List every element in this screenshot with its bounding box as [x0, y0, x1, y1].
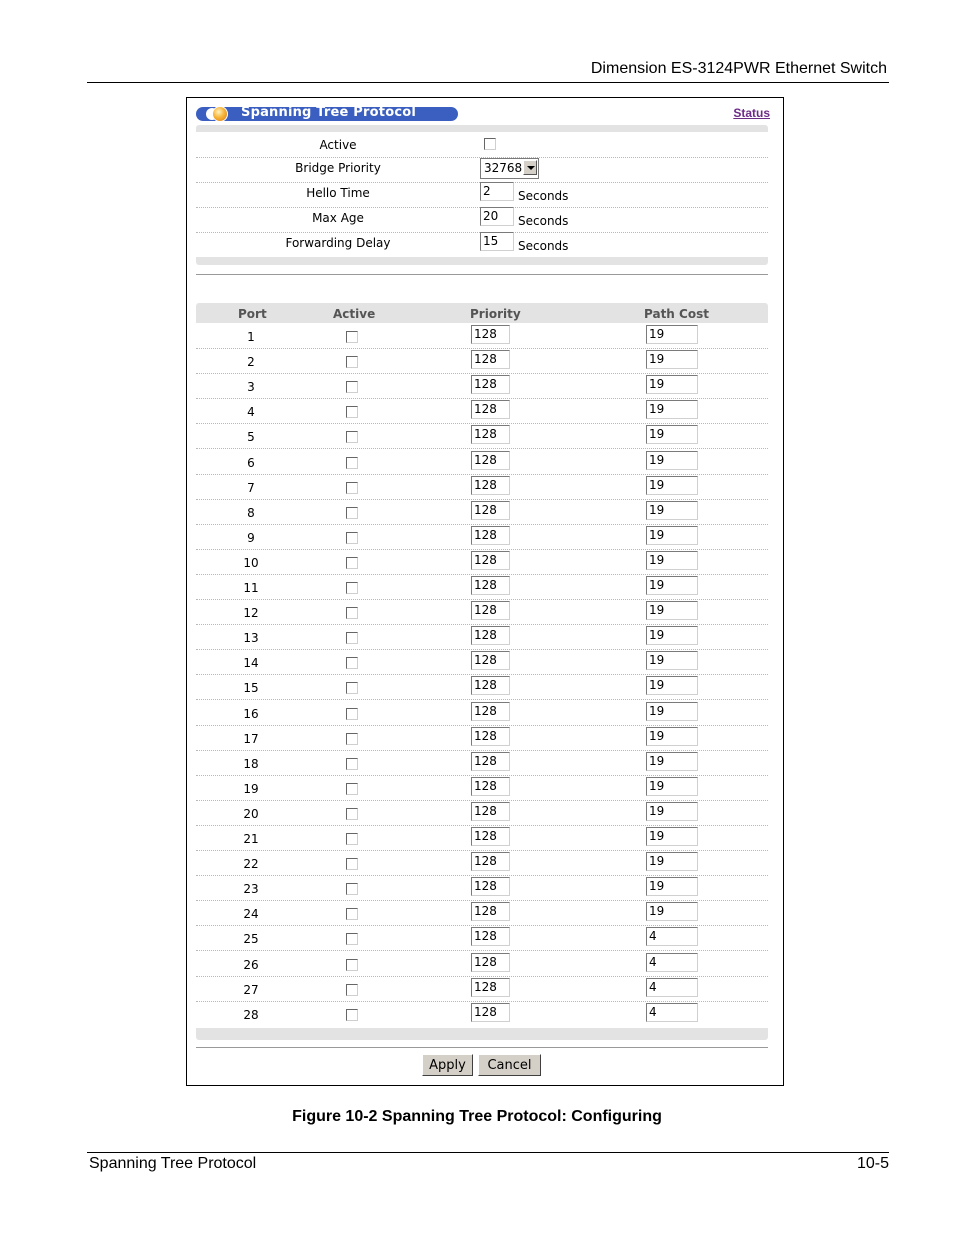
port-number: 28	[243, 1007, 259, 1022]
port-number: 27	[243, 982, 259, 997]
port-path-cost-input[interactable]: 19	[646, 676, 698, 695]
port-active-checkbox[interactable]	[346, 933, 358, 945]
orb-icon	[212, 106, 228, 122]
port-path-cost-input[interactable]: 19	[646, 852, 698, 871]
port-path-cost-input[interactable]: 19	[646, 451, 698, 470]
port-path-cost-input[interactable]: 19	[646, 802, 698, 821]
table-row	[196, 574, 768, 600]
active-label: Active	[319, 138, 357, 152]
port-number: 5	[247, 430, 255, 445]
port-number: 13	[243, 631, 259, 646]
bridge-priority-select[interactable]	[480, 158, 539, 179]
port-priority-input[interactable]: 128	[471, 576, 510, 595]
port-path-cost-input[interactable]: 19	[646, 877, 698, 896]
table-row	[196, 423, 768, 449]
port-path-cost-input[interactable]: 19	[646, 501, 698, 520]
table-row	[196, 700, 768, 726]
port-active-checkbox[interactable]	[346, 507, 358, 519]
port-number: 7	[247, 480, 255, 495]
port-active-checkbox[interactable]	[346, 457, 358, 469]
port-priority-input[interactable]: 128	[471, 551, 510, 570]
max-age-unit: Seconds	[518, 214, 569, 228]
section-divider	[196, 274, 768, 275]
port-number: 25	[243, 932, 259, 947]
port-number: 14	[243, 656, 259, 671]
port-number: 15	[243, 681, 259, 696]
port-active-checkbox[interactable]	[346, 708, 358, 720]
port-path-cost-input[interactable]: 19	[646, 551, 698, 570]
table-row	[196, 750, 768, 776]
port-path-cost-input[interactable]: 4	[646, 978, 698, 997]
port-priority-input[interactable]: 128	[471, 526, 510, 545]
table-row	[196, 900, 768, 926]
port-priority-input[interactable]: 128	[471, 651, 510, 670]
settings-bottom-strip	[196, 257, 768, 265]
port-path-cost-input[interactable]: 19	[646, 727, 698, 746]
port-priority-input[interactable]: 128	[471, 350, 510, 369]
table-row	[196, 976, 768, 1002]
panel-title-bar	[196, 107, 458, 121]
port-active-checkbox[interactable]	[346, 858, 358, 870]
port-active-checkbox[interactable]	[346, 783, 358, 795]
port-number: 17	[243, 731, 259, 746]
setting-row-max-age	[196, 207, 768, 233]
table-row	[196, 398, 768, 424]
table-row	[196, 524, 768, 550]
table-row	[196, 925, 768, 951]
port-number: 22	[243, 857, 259, 872]
port-priority-input[interactable]: 128	[471, 978, 510, 997]
port-active-checkbox[interactable]	[346, 1009, 358, 1021]
port-path-cost-input[interactable]: 4	[646, 1003, 698, 1022]
hello-time-input[interactable]: 2	[480, 182, 514, 201]
port-path-cost-input[interactable]: 19	[646, 702, 698, 721]
port-number: 9	[247, 530, 255, 545]
port-path-cost-input[interactable]: 19	[646, 827, 698, 846]
port-priority-input[interactable]: 128	[471, 375, 510, 394]
stp-config-screen	[186, 97, 784, 1086]
port-path-cost-input[interactable]: 19	[646, 400, 698, 419]
port-number: 8	[247, 505, 255, 520]
forwarding-delay-unit: Seconds	[518, 239, 569, 253]
port-priority-input[interactable]: 128	[471, 425, 510, 444]
header-active: Active	[333, 307, 376, 321]
port-path-cost-input[interactable]: 19	[646, 752, 698, 771]
port-priority-input[interactable]: 128	[471, 626, 510, 645]
header-priority: Priority	[470, 307, 521, 321]
port-path-cost-input[interactable]: 19	[646, 425, 698, 444]
port-priority-input[interactable]: 128	[471, 827, 510, 846]
setting-row-hello-time	[196, 182, 768, 208]
port-number: 2	[247, 355, 255, 370]
port-table	[196, 303, 768, 1041]
port-priority-input[interactable]: 128	[471, 325, 510, 344]
table-row	[196, 825, 768, 851]
port-number: 12	[243, 606, 259, 621]
chevron-down-icon[interactable]	[523, 160, 537, 175]
port-active-checkbox[interactable]	[346, 833, 358, 845]
port-table-footer-strip	[196, 1028, 768, 1040]
button-bar	[187, 1054, 783, 1078]
port-number: 6	[247, 455, 255, 470]
port-active-checkbox[interactable]	[346, 758, 358, 770]
document-header	[87, 58, 889, 83]
table-row	[196, 549, 768, 575]
apply-button[interactable]: Apply	[422, 1054, 473, 1076]
active-checkbox[interactable]	[484, 138, 496, 150]
port-active-checkbox[interactable]	[346, 733, 358, 745]
port-number: 11	[243, 581, 259, 595]
port-number: 23	[243, 882, 259, 897]
port-priority-input[interactable]: 128	[471, 476, 510, 495]
port-priority-input[interactable]: 128	[471, 400, 510, 419]
port-active-checkbox[interactable]	[346, 381, 358, 393]
table-row	[196, 674, 768, 700]
port-number: 4	[247, 405, 255, 420]
table-row	[196, 725, 768, 751]
port-path-cost-input[interactable]: 19	[646, 902, 698, 921]
port-active-checkbox[interactable]	[346, 632, 358, 644]
header-path-cost: Path Cost	[644, 307, 709, 321]
port-number: 19	[243, 781, 259, 796]
table-row	[196, 875, 768, 901]
footer-page-number: 10-5	[856, 1155, 889, 1172]
port-priority-input[interactable]: 128	[471, 902, 510, 921]
table-row	[196, 800, 768, 826]
port-active-checkbox[interactable]	[346, 657, 358, 669]
hello-time-unit: Seconds	[518, 189, 569, 203]
port-path-cost-input[interactable]: 19	[646, 601, 698, 620]
port-number: 21	[243, 832, 259, 846]
header-port: Port	[238, 307, 267, 321]
max-age-label: Max Age	[312, 211, 364, 225]
port-number: 10	[243, 555, 259, 570]
forwarding-delay-label: Forwarding Delay	[285, 236, 391, 250]
port-active-checkbox[interactable]	[346, 984, 358, 996]
table-row	[196, 499, 768, 525]
table-row	[196, 624, 768, 650]
port-path-cost-input[interactable]: 19	[646, 375, 698, 394]
port-number: 3	[247, 380, 255, 395]
port-path-cost-input[interactable]: 19	[646, 576, 698, 595]
port-table-header	[196, 303, 768, 323]
port-path-cost-input[interactable]: 19	[646, 526, 698, 545]
port-active-checkbox[interactable]	[346, 682, 358, 694]
port-number: 24	[243, 907, 259, 922]
port-number: 18	[243, 756, 259, 771]
document-footer	[87, 1152, 889, 1175]
table-row	[196, 850, 768, 876]
setting-row-bridge-priority	[196, 157, 768, 183]
settings-top-strip	[196, 125, 768, 132]
port-priority-input[interactable]: 128	[471, 752, 510, 771]
port-priority-input[interactable]: 128	[471, 777, 510, 796]
port-number: 1	[247, 330, 255, 344]
port-priority-input[interactable]: 128	[471, 451, 510, 470]
port-path-cost-input[interactable]: 19	[646, 651, 698, 670]
port-priority-input[interactable]: 128	[471, 802, 510, 821]
port-path-cost-input[interactable]: 4	[646, 927, 698, 946]
port-active-checkbox[interactable]	[346, 883, 358, 895]
port-active-checkbox[interactable]	[346, 908, 358, 920]
setting-row-active	[196, 132, 768, 158]
port-active-checkbox[interactable]	[346, 808, 358, 820]
bridge-priority-value: 32768	[484, 161, 523, 175]
table-row	[196, 775, 768, 801]
port-active-checkbox[interactable]	[346, 356, 358, 368]
table-row	[196, 373, 768, 399]
table-row	[196, 348, 768, 374]
hello-time-label: Hello Time	[306, 186, 370, 200]
table-row	[196, 649, 768, 675]
port-active-checkbox[interactable]	[346, 406, 358, 418]
port-priority-input[interactable]: 128	[471, 927, 510, 946]
port-active-checkbox[interactable]	[346, 959, 358, 971]
port-number: 26	[243, 957, 259, 972]
port-priority-input[interactable]: 128	[471, 601, 510, 620]
port-path-cost-input[interactable]: 19	[646, 777, 698, 796]
setting-row-forwarding-delay	[196, 232, 768, 257]
table-row	[196, 1001, 768, 1026]
port-priority-input[interactable]: 128	[471, 1003, 510, 1022]
status-link[interactable]: Status	[733, 106, 770, 120]
port-priority-input[interactable]: 128	[471, 702, 510, 721]
max-age-input[interactable]: 20	[480, 207, 514, 226]
table-row	[196, 951, 768, 977]
port-path-cost-input[interactable]: 19	[646, 476, 698, 495]
table-row	[196, 449, 768, 475]
forwarding-delay-input[interactable]: 15	[480, 232, 514, 251]
bridge-priority-label: Bridge Priority	[295, 161, 381, 175]
buttons-divider	[196, 1047, 768, 1048]
stp-settings	[196, 125, 768, 271]
port-priority-input[interactable]: 128	[471, 953, 510, 972]
port-priority-input[interactable]: 128	[471, 676, 510, 695]
port-path-cost-input[interactable]: 19	[646, 325, 698, 344]
port-priority-input[interactable]: 128	[471, 877, 510, 896]
table-row	[196, 323, 768, 349]
panel-title: Spanning Tree Protocol	[241, 105, 417, 120]
footer-section-title: Spanning Tree Protocol	[89, 1155, 257, 1172]
port-active-checkbox[interactable]	[346, 431, 358, 443]
port-active-checkbox[interactable]	[346, 557, 358, 569]
document-header-title: Dimension ES-3124PWR Ethernet Switch	[590, 60, 887, 77]
port-active-checkbox[interactable]	[346, 331, 358, 343]
port-active-checkbox[interactable]	[346, 582, 358, 594]
port-path-cost-input[interactable]: 19	[646, 626, 698, 645]
port-priority-input[interactable]: 128	[471, 852, 510, 871]
port-path-cost-input[interactable]: 19	[646, 350, 698, 369]
port-number: 16	[243, 706, 259, 721]
port-number: 20	[243, 806, 259, 821]
table-row	[196, 599, 768, 625]
port-path-cost-input[interactable]: 4	[646, 953, 698, 972]
port-priority-input[interactable]: 128	[471, 501, 510, 520]
port-active-checkbox[interactable]	[346, 607, 358, 619]
table-row	[196, 474, 768, 500]
port-active-checkbox[interactable]	[346, 532, 358, 544]
port-priority-input[interactable]: 128	[471, 727, 510, 746]
figure-caption: Figure 10-2 Spanning Tree Protocol: Configuring	[292, 1108, 662, 1125]
cancel-button[interactable]: Cancel	[478, 1054, 541, 1076]
port-active-checkbox[interactable]	[346, 482, 358, 494]
